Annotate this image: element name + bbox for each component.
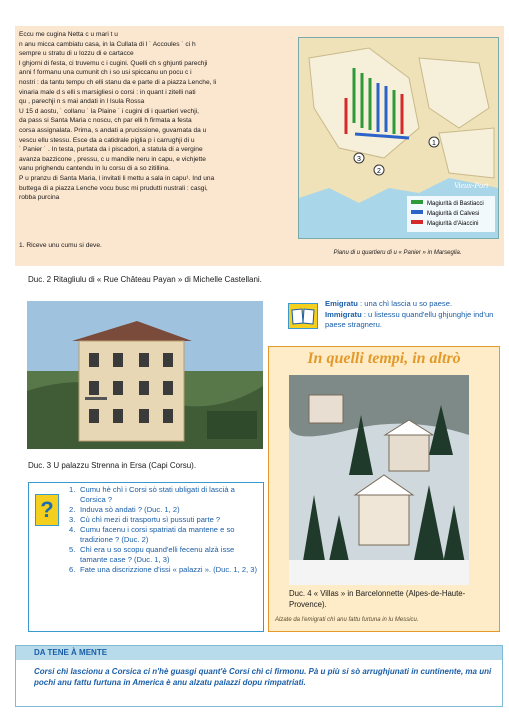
question-number: 5.: [69, 545, 76, 554]
questions-list: [69, 485, 261, 575]
excerpt-line: Eccu me cugina Netta c u mari t u: [19, 31, 118, 38]
excerpt-line: l ghjorni di festa, ci truvemu c i cugini. Quelli ch s ghjunti parechji: [19, 59, 208, 67]
excerpt-line: P u pranzu di Santa Maria, l invitati li mettu a sala in capu¹. Ind una: [19, 174, 215, 182]
doc4-caption: Duc. 4 « Villas » in Barcelonnette (Alpes-de-Haute- Provence).: [289, 589, 466, 609]
questions-box: [28, 482, 264, 632]
glossary-entry-immigratu: [325, 310, 500, 331]
villas-photo: [289, 375, 469, 585]
vieux-port-label: Vieux-Port: [454, 181, 489, 190]
legend-swatch-blue: [411, 210, 423, 214]
remember-box: [15, 645, 503, 707]
snowy-villas-drawing: [289, 375, 469, 585]
question-item: [69, 485, 261, 505]
excerpt-line: vescu ellu stessu. Esce da a catidrale piglia p i carrughji di u: [19, 136, 195, 144]
map-marker-2: 2: [377, 168, 381, 175]
question-number: 1.: [69, 485, 76, 494]
legend-swatch-green: [411, 200, 423, 204]
glossary-term: Immigratu: [325, 309, 362, 319]
remember-text: Corsi chì lascionu a Corsica ci n'hè guasgi quant'è Corsi chì ci firmonu. Pà u più si sò arrughjunati in cuntinente, ma uni pochi anu fattu furtuna in America è anu alzatu palazzi dopu rimpatriati.: [34, 667, 492, 687]
question-text: Cumu hè chì i Corsi sò stati ubligati di lascià a Corsica ?: [80, 485, 235, 504]
excerpt-line: vinaria male d s elli s marsigliesi o corsi : in quant i zitelli nati: [19, 88, 196, 96]
excerpt-line: corsa assignalata. Prima, s andati a prucissione, guvarnata da u: [19, 126, 207, 134]
question-item: [69, 545, 261, 565]
question-text: Fate una discrizzione d'issi « palazzi ». (Duc. 1, 2, 3): [80, 565, 258, 574]
excerpt-line: avanza bazzicone , pressu, c u mandile neru in capu, e vichjette: [19, 155, 206, 163]
glossary: [325, 299, 500, 331]
footnote: 1. Riceve unu cumu si deve.: [19, 242, 102, 249]
excerpt-line: buttega di a piazza Lenche vocu busc mi prudutti nustrali : casgi,: [19, 184, 208, 192]
excerpt-text: [19, 30, 309, 203]
question-text: Cumu facenu i corsi spatriati da mantene e so tradizione ? (Duc. 2): [80, 525, 235, 544]
panier-map: [298, 37, 499, 239]
map-legend: [407, 196, 495, 232]
map-drawing: [299, 38, 498, 238]
excerpt-line: n anu micca cambiatu casa, in la Cullata di l ˙ Accoules ˙ ci h: [19, 40, 196, 48]
question-item: [69, 565, 261, 575]
question-item: [69, 515, 261, 525]
glossary-entry-emigratu: [325, 299, 500, 310]
document-2-panel: [15, 26, 504, 266]
remember-title: DA TENE À MENTE: [34, 648, 108, 657]
villa-photo-drawing: [27, 301, 263, 449]
question-number: 4.: [69, 525, 76, 534]
legend-label-1: Magiurità di Bastiacci: [427, 201, 484, 207]
question-icon: ?: [35, 494, 59, 526]
excerpt-line: da pass si Santa Maria c noscu, ch par elli h firmata a festa: [19, 117, 192, 125]
question-item: [69, 505, 261, 515]
legend-label-2: Magiurità di Calvesi: [427, 211, 480, 217]
map-marker-1: 1: [432, 140, 436, 147]
excerpt-line: ˙ Panier ˙ . In testa, purtata da i piscadori, a statula di a vergine: [19, 146, 203, 154]
excerpt-line: anni f formanu una cumunit ch i so usi spiccanu un pocu c i: [19, 69, 192, 77]
doc2-caption: Duc. 2 Ritagliulu di « Rue Château Payan » di Michelle Castellani.: [28, 275, 262, 284]
excerpt-line: robba purcina: [19, 194, 60, 202]
question-text: Induva sò andati ? (Duc. 1, 2): [80, 505, 180, 514]
excerpt-line: qu , parechji n s mai andati in l Isula Rossa: [19, 98, 145, 106]
question-number: 2.: [69, 505, 76, 514]
doc3-caption: Duc. 3 U palazzu Strenna in Ersa (Capi Corsu).: [28, 461, 197, 470]
excerpt-line: nostri : da tantu tempu ch elli stanu da e parte di a piazza Lenche, li: [19, 78, 217, 86]
doc4-subcaption: Alzate da l'emigrati chì anu fattu furtuna in lu Messicu.: [275, 617, 419, 623]
question-item: [69, 525, 261, 545]
palazzu-photo: [27, 301, 263, 449]
map-marker-3: 3: [357, 156, 361, 163]
book-icon: [288, 303, 318, 329]
glossary-definition: : una chì lascia u so paese.: [357, 299, 453, 308]
panel-title: In quelli tempi, in altrò: [307, 350, 461, 367]
question-number: 3.: [69, 515, 76, 524]
legend-label-3: Magiurità d'Aiaccini: [427, 221, 479, 227]
excerpt-line: U 15 d aostu, ˙ collanu ˙ la Plaine ˙ i cugini di i quartieri vechji,: [19, 107, 199, 115]
in-quelli-tempi-panel: [268, 346, 500, 632]
excerpt-line: vanu prighendu cantendu in lu corsu di a so zitillina.: [19, 165, 171, 173]
excerpt-line: sempre u stratu di u lozzu di e cartacce: [19, 50, 134, 58]
legend-swatch-red: [411, 220, 423, 224]
question-number: 6.: [69, 565, 76, 574]
glossary-definition: : u listessu quand'ellu ghjunghje ind'un paese stragneru.: [325, 309, 494, 329]
question-text: Cù chì mezi di trasportu sì pussuti parte ?: [80, 515, 221, 524]
glossary-term: Emigratu: [325, 299, 358, 308]
question-text: Chì era u so scopu quand'elli fecenu alzà isse tamante case ? (Duc. 1, 3): [80, 545, 235, 564]
map-caption: Pianu di u quartieru di u « Panier » in Marseglia.: [333, 250, 462, 256]
